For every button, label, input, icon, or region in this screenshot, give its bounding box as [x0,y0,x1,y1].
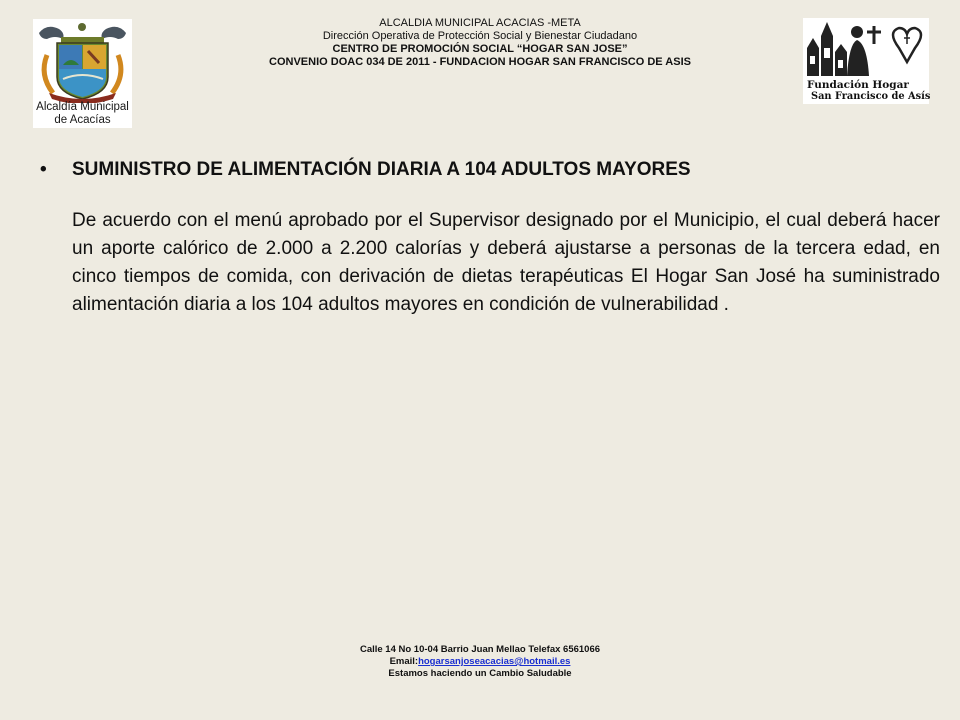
header-line-2: Dirección Operativa de Protección Social y Bienestar Ciudadano [322,30,638,42]
coat-of-arms-icon [33,19,132,103]
section-heading: SUMINISTRO DE ALIMENTACIÓN DIARIA A 104 ADULTOS MAYORES [72,159,691,180]
logo-left-caption-line2: de Acacías [54,114,111,126]
footer-email-link[interactable]: hogarsanjoseacacias@hotmail.es [418,656,571,667]
footer-slogan: Estamos haciendo un Cambio Saludable [388,668,572,679]
alcaldia-acacias-logo [33,19,132,128]
fundacion-hogar-logo [803,18,929,104]
header-line-3: CENTRO DE PROMOCIÓN SOCIAL “HOGAR SAN JOSE” [332,43,628,55]
footer-email-line [200,656,760,668]
footer-address: Calle 14 No 10-04 Barrio Juan Mellao Telefax 6561066 [359,644,601,655]
bullet-item [40,159,940,181]
footer-email-label: Email: [389,656,419,667]
body-paragraph: De acuerdo con el menú aprobado por el Supervisor designado por el Municipio, el cual deberá hacer un aporte calórico de 2.000 a 2.200 calorías y deberá ajustarse a personas de la tercera edad, en cinco tiempos de comida, con derivación de dietas terapéuticas El Hogar San José ha suministrado alimentación diaria a los 104 adultos mayores en condición de vulnerabilidad . [72,210,940,315]
document-header [150,17,810,69]
header-line-4: CONVENIO DOAC 034 DE 2011 - FUNDACION HOGAR SAN FRANCISCO DE ASIS [269,56,691,68]
fundacion-emblem-icon [803,18,929,78]
logo-right-caption-line2: San Francisco de Asís [811,91,931,102]
document-footer [200,644,760,680]
main-content [40,159,940,319]
logo-left-caption-line1: Alcaldía Municipal [36,101,129,113]
bullet-icon: • [40,159,47,180]
header-line-1: ALCALDIA MUNICIPAL ACACIAS -META [379,17,581,29]
logo-right-caption-line1: Fundación Hogar [807,79,909,91]
